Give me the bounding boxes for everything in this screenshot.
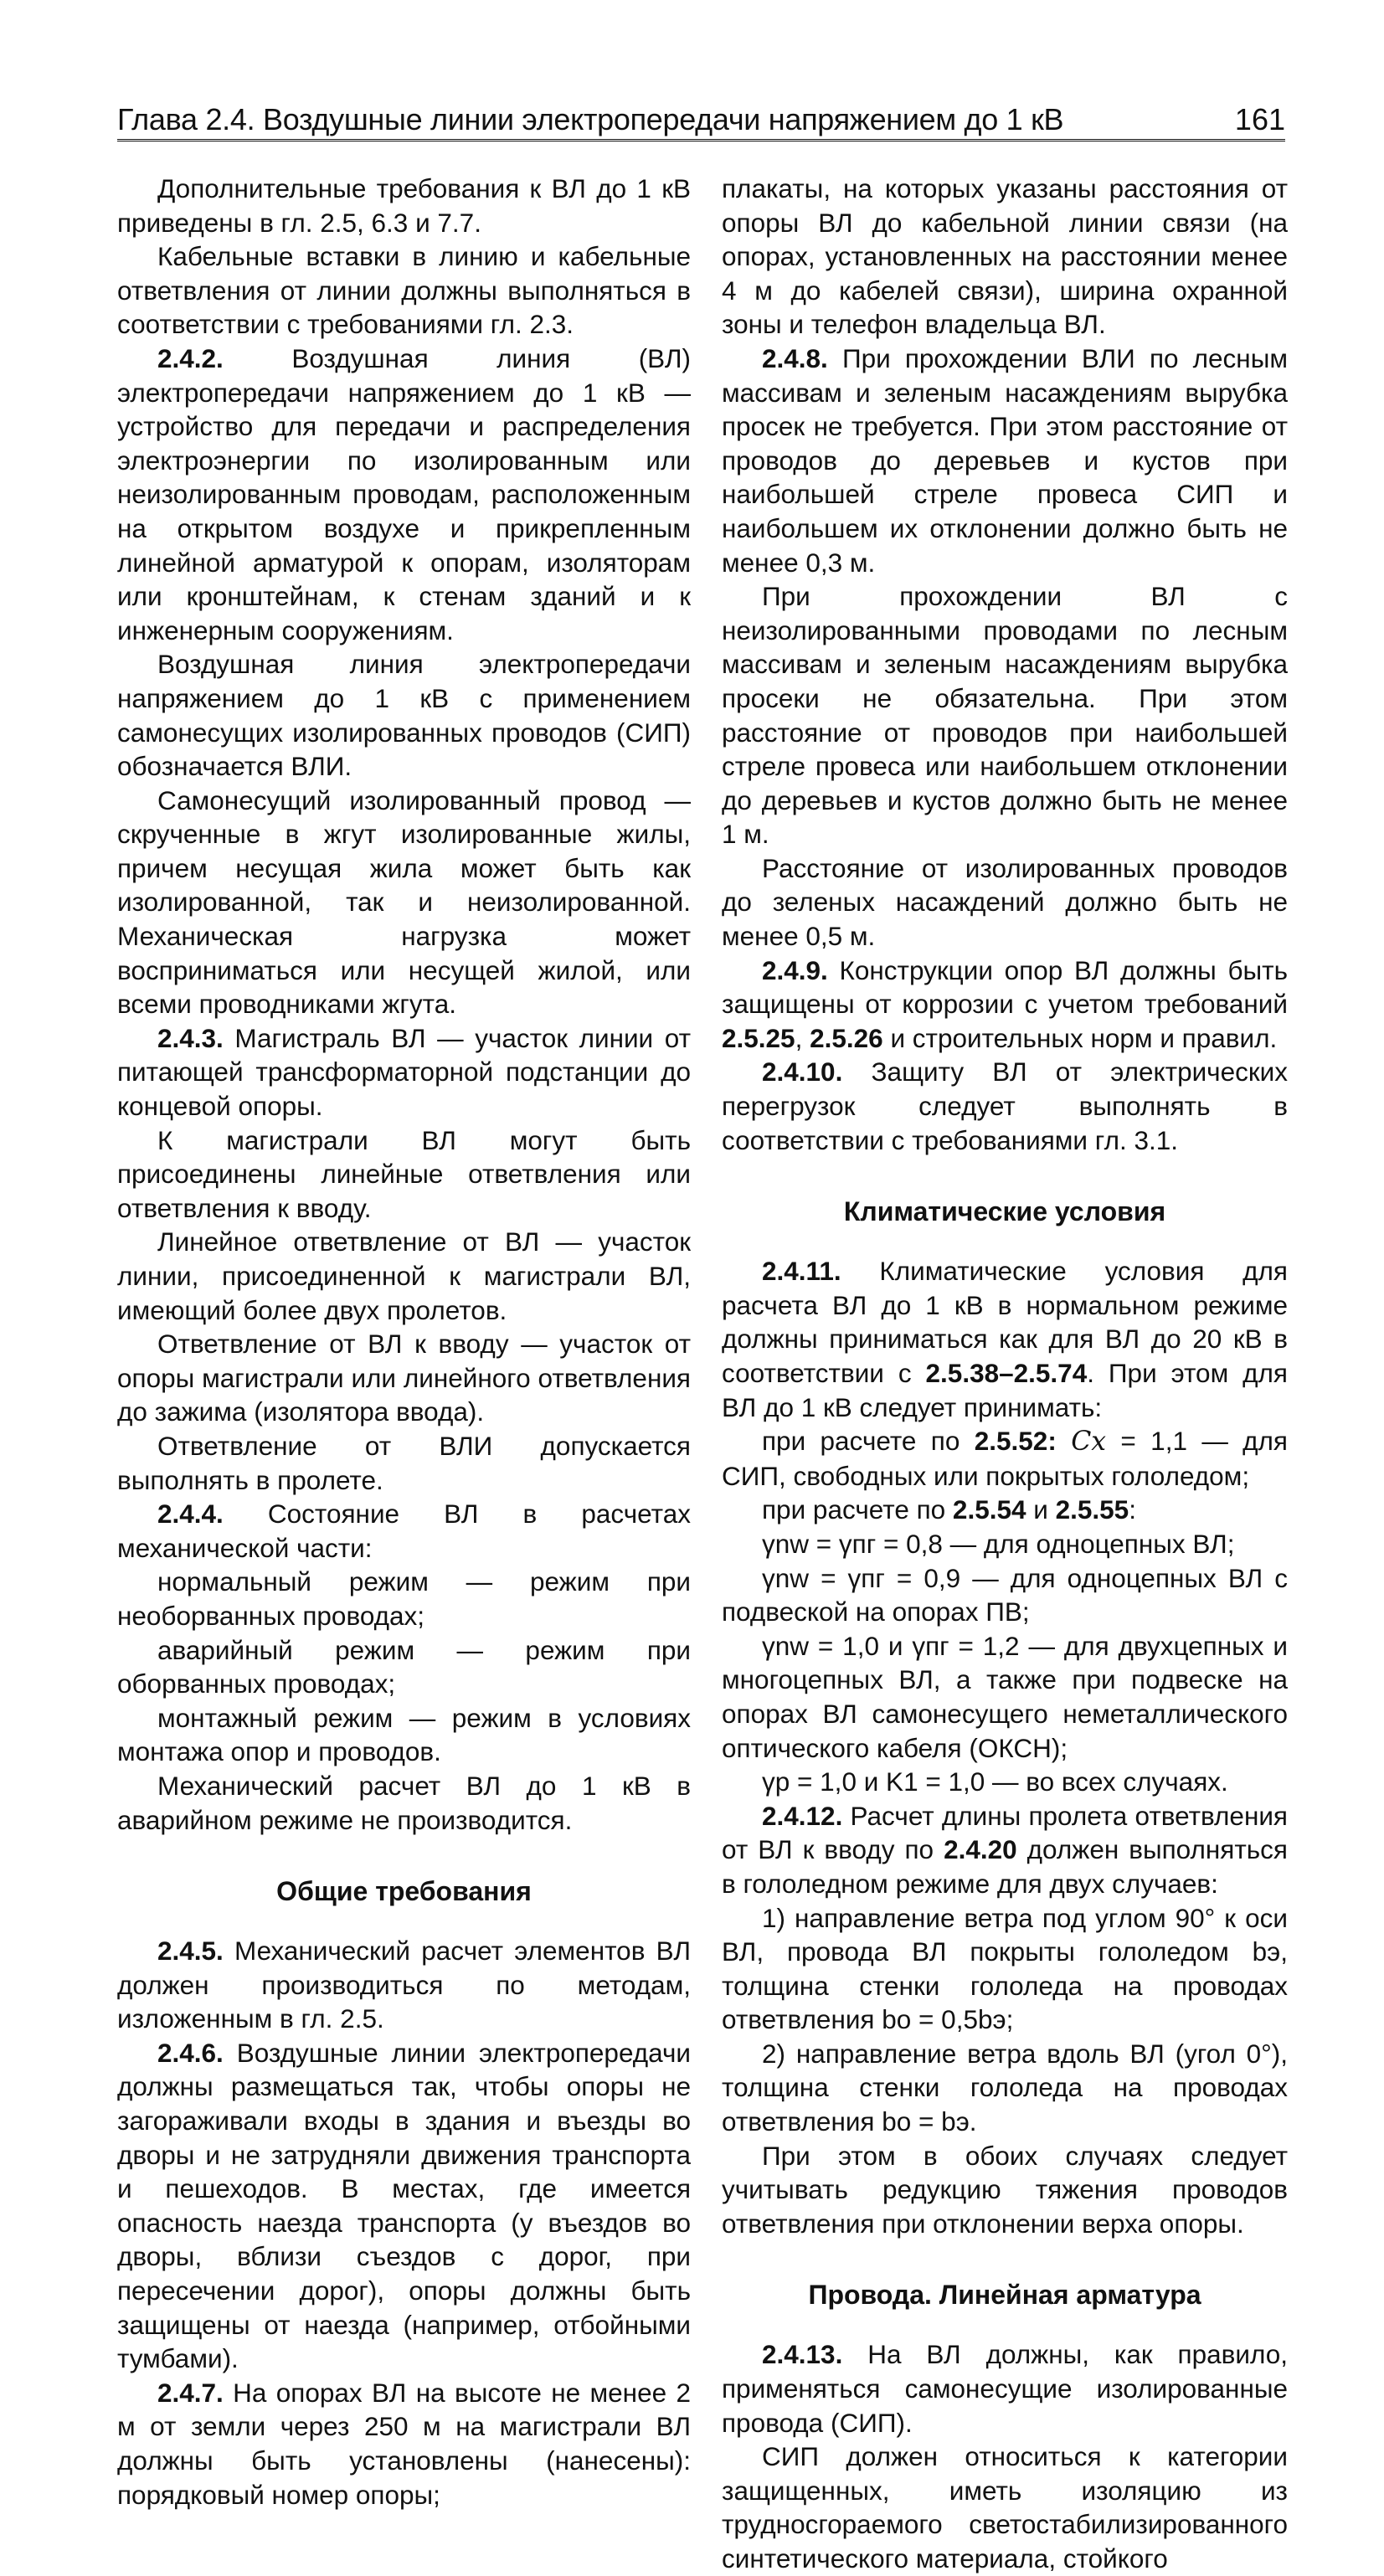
clause-number: 2.4.11. [762,1256,841,1287]
cross-reference: 2.5.25 [722,1022,795,1053]
paragraph: 2.4.5. Механический расчет элементов ВЛ должен производиться по методам, изложенным в гл. 2.5. [117,1936,691,2034]
paragraph: Ответвление от ВЛ к вводу — участок от опоры магистрали или линейного ответвления до зажима (изолятора ввода). [117,1329,691,1427]
formula-line: γnw = γпг = 0,8 — для одноцепных ВЛ; [762,1528,1235,1559]
paragraph: Механический расчет ВЛ до 1 кВ в аварийном режиме не производится. [117,1770,691,1835]
right-column [722,172,1288,2576]
paragraph: 2) направление ветра вдоль ВЛ (угол 0°), толщина стенки гололеда на проводах ответвления bо = bэ. [722,2038,1288,2137]
paragraph: При прохождении ВЛ с неизолированными проводами по лесным массивам и зеленым насаждениям вырубка просеки не обязательна. При этом расстояние от проводов при наибольшей стреле провеса или наибольшем отклонении до деревьев и кустов должно быть не менее 1 м. [722,581,1288,850]
clause-number: 2.4.9. [762,954,828,985]
cross-reference: 2.5.52 [974,1426,1048,1457]
paragraph: аварийный режим — режим при оборванных проводах; [117,1634,691,1699]
paragraph: 2.4.13. На ВЛ должны, как правило, применяться самонесущие изолированные провода (СИП). [722,2339,1288,2438]
paragraph: при расчете по 2.5.52: Cx = 1,1 — для СИП, свободных или покрытых гололедом; [722,1426,1288,1491]
formula-line: γnw = γпг = 0,9 — для одноцепных ВЛ с подвеской на опорах ПВ; [722,1562,1288,1627]
clause-number: 2.4.2. [157,342,224,373]
paragraph: Ответвление от ВЛИ допускается выполнять в пролете. [117,1430,691,1495]
paragraph: 2.4.2. Воздушная линия (ВЛ) электропередачи напряжением до 1 кВ — устройство для передачи и распределения электроэнергии по изолированным или неизолированным проводам, расположенным на открытом воздухе и прикрепленным линейной арматурой к опорам, изоляторам или кронштейнам, к стенам зданий и к инженерным сооружениям. [117,342,691,645]
paragraph: 1) направление ветра под углом 90° к оси ВЛ, провода ВЛ покрыты гололедом bэ, толщина стенки гололеда на проводах ответвления bо = 0,5bэ; [722,1902,1288,2035]
paragraph: 2.4.7. На опорах ВЛ на высоте не менее 2 м от земли через 250 м на магистрали ВЛ должны быть установлены (нанесены): порядковый номер опоры; [117,2377,691,2510]
clause-number: 2.4.6. [157,2037,224,2068]
cross-reference: 2.5.26 [810,1022,883,1053]
clause-number: 2.4.3. [157,1022,224,1053]
paragraph: 2.4.8. При прохождении ВЛИ по лесным массивам и зеленым насаждениям вырубка просек не требуется. При этом расстояние от проводов до деревьев и кустов при наибольшей стреле провеса СИП и наибольшем их отклонении должно быть не менее 0,3 м. [722,342,1288,578]
left-column [117,172,691,2512]
paragraph: 2.4.10. Защиту ВЛ от электрических перегрузок следует выполнять в соответствии с требованиями гл. 3.1. [722,1057,1288,1155]
paragraph: К магистрали ВЛ могут быть присоединены линейные ответвления или ответвления к вводу. [117,1124,691,1223]
formula: Cx [1071,1427,1107,1458]
clause-number: 2.4.5. [157,1936,224,1967]
clause-number: 2.4.13. [762,2339,843,2370]
paragraph: нормальный режим — режим при необорванных проводах; [117,1566,691,1631]
page-number: 161 [1234,102,1285,136]
cross-reference: 2.5.38–2.5.74 [925,1358,1088,1388]
paragraph: 2.4.3. Магистраль ВЛ — участок линии от питающей трансформаторной подстанции до концевой опоры. [117,1022,691,1122]
paragraph: монтажный режим — режим в условиях монтажа опор и проводов. [117,1702,691,1767]
paragraph: при расчете по 2.5.54 и 2.5.55: [762,1494,1136,1525]
clause-number: 2.4.8. [762,342,828,373]
paragraph: плакаты, на которых указаны расстояния от опоры ВЛ до кабельной линии связи (на опорах, установленных на расстоянии менее 4 м до кабелей связи), ширина охранной зоны и телефон владельца ВЛ. [722,173,1288,340]
paragraph: 2.4.9. Конструкции опор ВЛ должны быть защищены от коррозии с учетом требований 2.5.25, 2.5.26 и строительных норм и правил. [722,954,1288,1053]
paragraph: СИП должен относиться к категории защищенных, иметь изоляцию из трудносгораемого светостабилизированного синтетического материала, стойкого [722,2441,1288,2573]
cross-reference: 2.5.54 [952,1494,1026,1525]
paragraph: Самонесущий изолированный провод — скрученные в жгут изолированные жилы, причем несущая жила может быть как изолированной, так и неизолированной. Механическая нагрузка может восприниматься или несущей жилой, или всеми проводниками жгута. [117,784,691,1020]
section-heading: Климатические условия [843,1196,1166,1227]
chapter-title: Глава 2.4. Воздушные линии электропередачи напряжением до 1 кВ [117,102,1064,136]
section-heading: Общие требования [276,1876,532,1907]
paragraph: Воздушная линия электропередачи напряжением до 1 кВ с применением самонесущих изолированных проводов (СИП) обозначается ВЛИ. [117,649,691,782]
clause-number: 2.4.7. [157,2377,224,2408]
paragraph: Линейное ответвление от ВЛ — участок линии, присоединенной к магистрали ВЛ, имеющий более двух пролетов. [117,1226,691,1325]
paragraph: При этом в обоих случаях следует учитывать редукцию тяжения проводов ответвления при отклонении верха опоры. [722,2140,1288,2239]
paragraph: Расстояние от изолированных проводов до зеленых насаждений должно быть не менее 0,5 м. [722,852,1288,952]
paragraph: 2.4.11. Климатические условия для расчета ВЛ до 1 кВ в нормальном режиме должны приниматься как для ВЛ до 20 кВ в соответствии с 2.5.38–2.5.74. При этом для ВЛ до 1 кВ следует принимать: [722,1256,1288,1422]
paragraph: 2.4.12. Расчет длины пролета ответвления от ВЛ к вводу по 2.4.20 должен выполняться в гололедном режиме для двух случаев: [722,1800,1288,1899]
cross-reference: 2.4.20 [944,1834,1017,1865]
paragraph: 2.4.4. Состояние ВЛ в расчетах механической части: [117,1499,691,1563]
formula-line: γp = 1,0 и K1 = 1,0 — во всех случаях. [762,1766,1228,1797]
paragraph: Кабельные вставки в линию и кабельные ответвления от линии должны выполняться в соответствии с требованиями гл. 2.3. [117,241,691,340]
paragraph: 2.4.6. Воздушные линии электропередачи должны размещаться так, чтобы опоры не загораживали входы в здания и въезды во дворы и не затрудняли движения транспорта и пешеходов. В местах, где имеется опасность наезда транспорта (у въездов во дворы, вблизи съездов с дорог, при пересечении дорог), опоры должны быть защищены от наезда (например, отбойными тумбами). [117,2037,691,2374]
running-header [117,99,1285,141]
clause-number: 2.4.12. [762,1800,843,1831]
cross-reference: 2.5.55 [1055,1494,1129,1525]
formula-line: γnw = 1,0 и γпг = 1,2 — для двухцепных и многоцепных ВЛ, а также при подвеске на опорах ВЛ самонесущего неметаллического оптического кабеля (ОКСН); [722,1630,1288,1763]
section-heading: Провода. Линейная арматура [808,2280,1201,2311]
clause-number: 2.4.10. [762,1057,843,1087]
paragraph: Дополнительные требования к ВЛ до 1 кВ приведены в гл. 2.5, 6.3 и 7.7. [117,173,691,238]
clause-number: 2.4.4. [157,1499,224,1530]
